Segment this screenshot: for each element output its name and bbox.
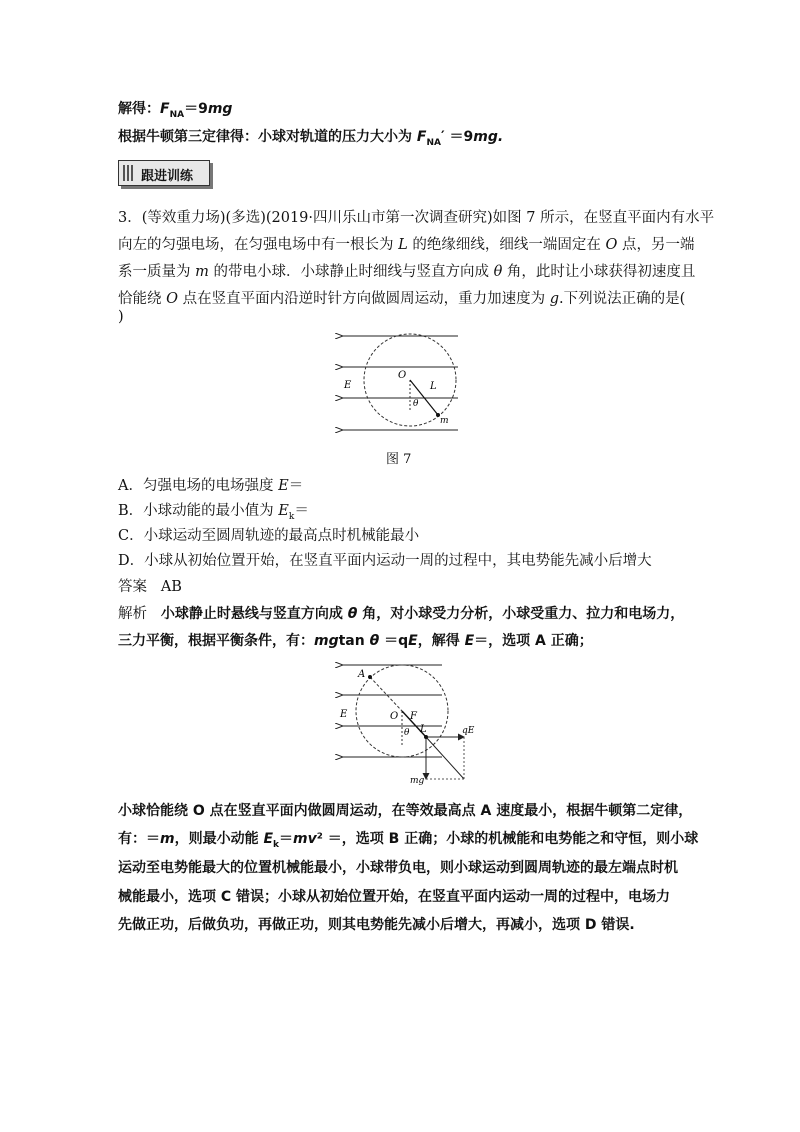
force-analysis-diagram	[330, 655, 490, 790]
solve-line: 解得：$F_{NA}=9mg$	[118, 101, 233, 120]
section-stripes-icon	[123, 165, 135, 181]
question-line-3: 系一质量为 m 的带电小球．小球静止时细线与竖直方向成 θ 角，此时让小球获得初速度且	[118, 264, 696, 280]
analysis-line-3: 小球恰能绕 O 点在竖直平面内做圆周运动，在等效最高点 A 速度最小，根据牛顿第二定律，	[118, 803, 693, 819]
analysis-line-6: 械能最小，选项 C 错误；小球从初始位置开始，在竖直平面内运动一周的过程中，电场力	[118, 889, 671, 905]
answer-line: 答案 AB	[118, 579, 182, 595]
option-d: D．小球从初始位置开始，在竖直平面内运动一周的过程中，其电势能先减小后增大	[118, 553, 652, 569]
label-mg: mg	[410, 776, 425, 786]
option-c: C．小球运动至圆周轨迹的最高点时机械能最小	[118, 528, 420, 544]
analysis-line-5: 运动至电势能最大的位置机械能最小，小球带负电，则小球运动到圆周轨迹的最左端点时机	[118, 860, 678, 876]
question-line-1: 3．(等效重力场)(多选)(2019·四川乐山市第一次调查研究)如图 7 所示，在竖直平面内有水平	[118, 210, 715, 226]
ball	[424, 735, 428, 739]
label-L: L	[430, 381, 437, 392]
figure-7-caption: 图 7	[386, 452, 412, 467]
label-E: E	[344, 380, 352, 391]
question-line-4: 恰能绕 O 点在竖直平面内沿逆时针方向做圆周运动，重力加速度为 g.下列说法正确的是(	[118, 291, 686, 307]
dashed-line-to-A	[370, 677, 402, 711]
question-line-5: )	[118, 309, 124, 325]
question-line-2: 向左的匀强电场，在匀强电场中有一根长为 L 的绝缘细线，细线一端固定在 O 点，另一端	[118, 237, 695, 253]
analysis-line-7: 先做正功，后做负功，再做正功，则其电势能先减小后增大，再减小，选项 D 错误.	[118, 917, 635, 933]
section-title: 跟进训练	[141, 169, 194, 184]
analysis-line-4: 有：＝m，则最小动能 $E_k=mv^2$ ＝，选项 B 正确；小球的机械能和电势能之和守恒，则小球	[118, 831, 699, 850]
resultant-line	[426, 737, 464, 779]
label-O: O	[398, 370, 407, 381]
label-theta: θ	[404, 728, 410, 738]
label-O: O	[390, 711, 399, 722]
label-A: A	[358, 669, 366, 680]
analysis-line-1: 解析 小球静止时悬线与竖直方向成 θ 角，对小球受力分析，小球受重力、拉力和电场力，	[118, 606, 685, 622]
analysis-line-2: 三力平衡，根据平衡条件，有：mgtan θ ＝qE，解得 E＝，选项 A 正确；	[118, 633, 593, 649]
label-L: L	[420, 724, 427, 735]
label-theta: θ	[413, 399, 419, 409]
figure-7-diagram	[330, 326, 470, 441]
label-m: m	[440, 416, 449, 426]
label-qE: qE	[462, 726, 475, 736]
point-A	[368, 675, 372, 679]
label-E: E	[340, 709, 348, 720]
newton-third-law-line: 根据牛顿第三定律得：小球对轨道的压力大小为 $F_{NA}' =9mg$.	[118, 129, 504, 148]
section-header-follow-up-training	[118, 160, 210, 186]
option-a: A．匀强电场的电场强度 E＝	[118, 478, 304, 494]
option-b: B．小球动能的最小值为 $E_k=$	[118, 503, 309, 522]
label-F: F	[410, 711, 417, 722]
